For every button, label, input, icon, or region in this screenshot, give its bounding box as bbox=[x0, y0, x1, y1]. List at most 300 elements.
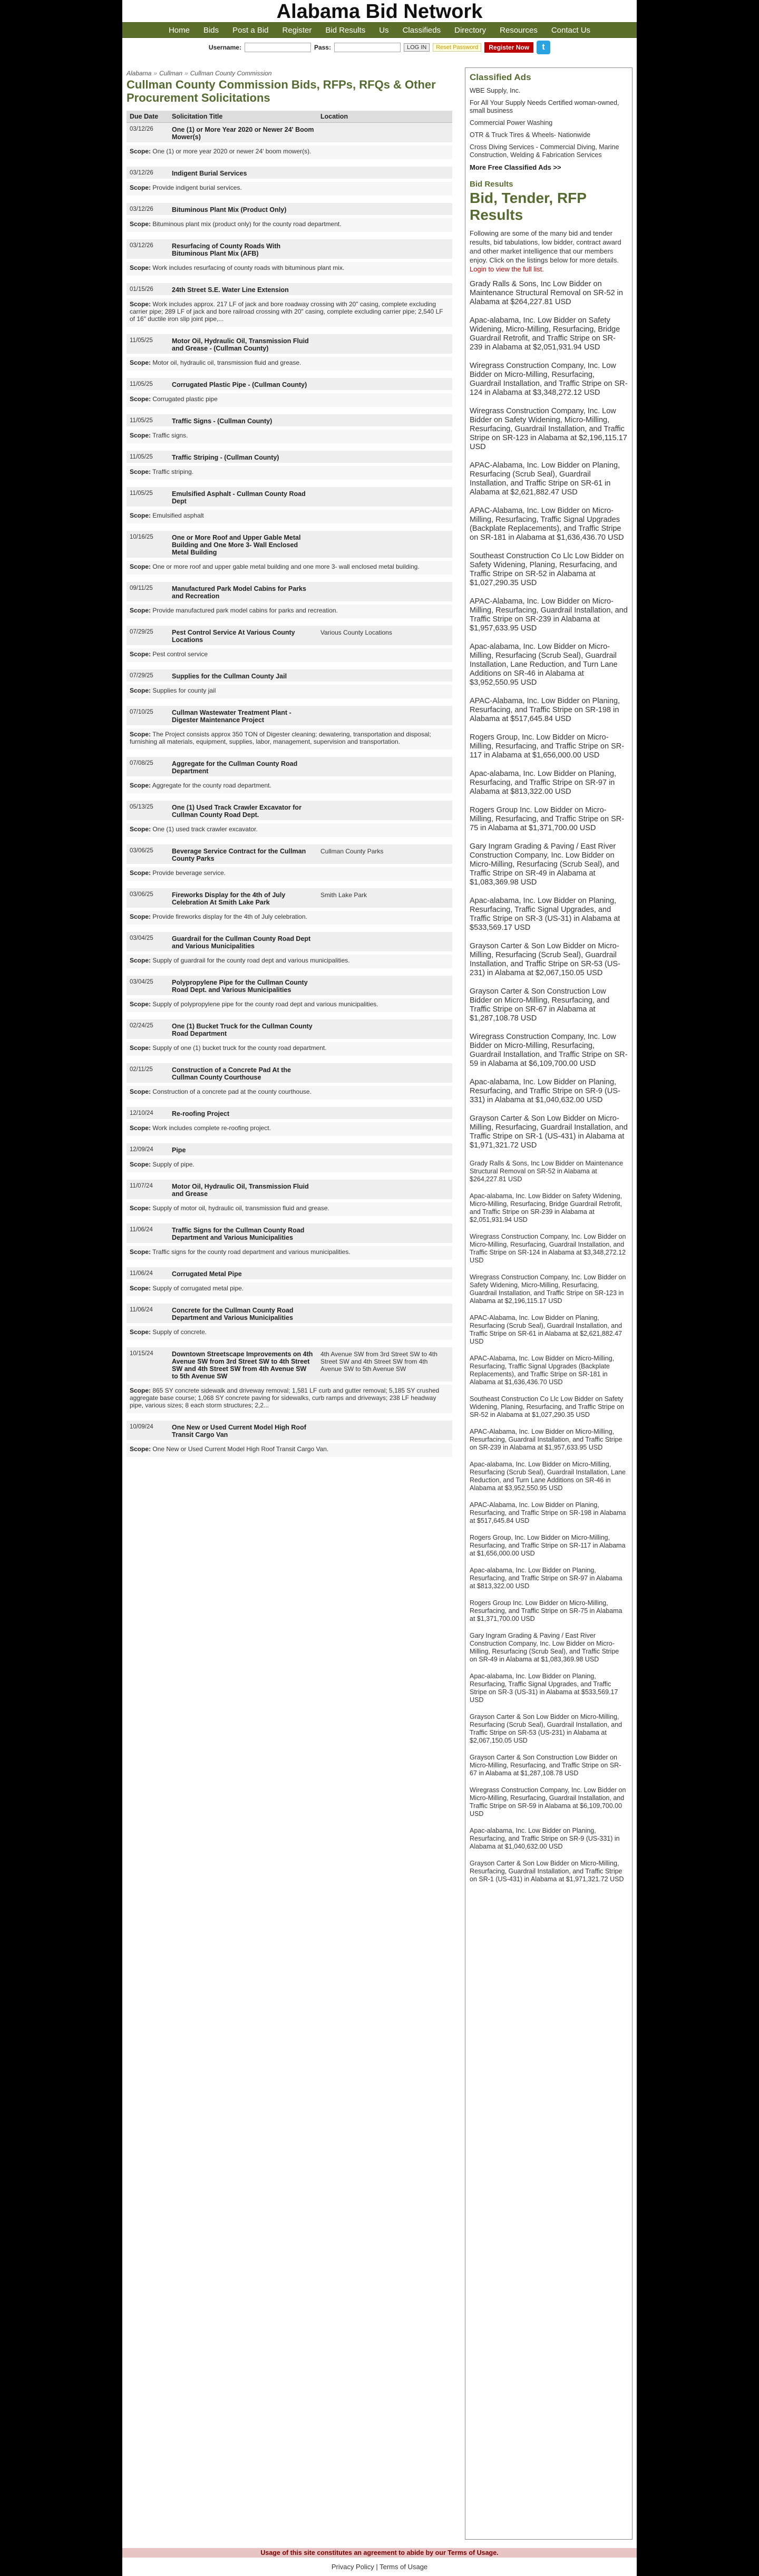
scope-label: Scope: bbox=[130, 1248, 151, 1256]
solicitation-row bbox=[126, 1347, 452, 1383]
scope-text: Supplies for county jail bbox=[152, 687, 216, 694]
bid-result-item[interactable]: Gary Ingram Grading & Paving / East River Construction Company, Inc. Low Bidder on Micro-Milling, Resurfacing (Scrub Seal), and Traffic Stripe on SR-49 in Alabama at $1,083,369.98 USD bbox=[470, 842, 619, 887]
due-date: 05/13/25 bbox=[126, 801, 169, 822]
scope-label: Scope: bbox=[130, 1285, 151, 1292]
bid-result-item[interactable]: Apac-alabama, Inc. Low Bidder on Safety Widening, Micro-Milling, Resurfacing, Bridge Guardrail Retrofit, and Traffic Stripe on SR-239 in Alabama at $2,051,931.94 USD bbox=[470, 1192, 622, 1223]
scope-text: Supply of concrete. bbox=[152, 1328, 207, 1336]
classified-ad[interactable]: For All Your Supply Needs Certified woman-owned, small business bbox=[470, 99, 619, 114]
login-full-list-link[interactable]: Login to view the full list. bbox=[470, 265, 544, 273]
scope-text: Supply of pipe. bbox=[152, 1161, 194, 1168]
due-date: 03/12/26 bbox=[126, 123, 169, 144]
sidebar bbox=[465, 67, 632, 2540]
page bbox=[122, 0, 637, 2576]
solicitation-scope bbox=[126, 727, 452, 750]
due-date: 11/06/24 bbox=[126, 1267, 169, 1281]
solicitation-location bbox=[317, 582, 452, 603]
solicitation-row bbox=[126, 1143, 452, 1157]
solicitation-scope bbox=[126, 1245, 452, 1260]
row-spacer bbox=[126, 1100, 452, 1107]
solicitation-title[interactable]: Manufactured Park Model Cabins for Parks and Recreation bbox=[169, 582, 317, 603]
due-date: 11/05/25 bbox=[126, 334, 169, 355]
row-spacer bbox=[126, 925, 452, 932]
scope-text: Provide indigent burial services. bbox=[152, 184, 242, 191]
row-spacer bbox=[126, 793, 452, 801]
login-button[interactable]: LOG IN bbox=[404, 43, 430, 52]
row-spacer bbox=[126, 1340, 452, 1347]
bid-results-label: Bid Results bbox=[470, 180, 513, 189]
scope-label: Scope: bbox=[130, 650, 151, 658]
due-date: 11/05/25 bbox=[126, 487, 169, 508]
row-spacer bbox=[126, 232, 452, 239]
scope-text: One (1) or more year 2020 or newer 24' boom mower(s). bbox=[152, 148, 312, 155]
nav-link[interactable]: Bids bbox=[203, 25, 219, 35]
bid-result-item[interactable]: Grady Ralls & Sons, Inc Low Bidder on Maintenance Structural Removal on SR-52 in Alabama at $264,227.81 USD bbox=[470, 1160, 624, 1183]
bid-result-item[interactable]: Wiregrass Construction Company, Inc. Low Bidder on Micro-Milling, Resurfacing, Guardrail Installation, and Traffic Stripe on SR-124 in Alabama at $3,348,272.12 USD bbox=[470, 362, 628, 397]
scope-label: Scope: bbox=[130, 264, 151, 271]
breadcrumb-item-commission[interactable]: Cullman County Commission bbox=[190, 70, 272, 77]
due-date: 02/11/25 bbox=[126, 1063, 169, 1084]
solicitation-title[interactable]: One or More Roof and Upper Gable Metal Building and One More 3- Wall Enclosed Metal Building bbox=[169, 531, 317, 559]
solicitation-row bbox=[126, 757, 452, 778]
scope-text: Supply of one (1) bucket truck for the county road department. bbox=[152, 1044, 327, 1052]
nav-link[interactable]: Resources bbox=[500, 25, 538, 35]
solicitation-scope bbox=[126, 866, 452, 881]
due-date: 03/06/25 bbox=[126, 888, 169, 909]
solicitation-scope bbox=[126, 1157, 452, 1172]
solicitation-scope bbox=[126, 508, 452, 523]
nav-link[interactable]: Classifieds bbox=[402, 25, 441, 35]
solicitation-title[interactable]: 24th Street S.E. Water Line Extension bbox=[169, 283, 317, 297]
bid-result-item[interactable]: Wiregrass Construction Company, Inc. Low Bidder on Safety Widening, Micro-Milling, Resurfacing, Guardrail Installation, and Traffic Stripe on SR-123 in Alabama at $2,196,115.17 USD bbox=[470, 407, 627, 451]
solicitation-scope bbox=[126, 909, 452, 925]
solicitation-scope-row bbox=[126, 1121, 452, 1136]
solicitation-row bbox=[126, 451, 452, 464]
solicitation-row bbox=[126, 1019, 452, 1041]
username-label: Username: bbox=[208, 44, 241, 51]
solicitation-scope-row bbox=[126, 1442, 452, 1457]
bid-result-item[interactable]: APAC-Alabama, Inc. Low Bidder on Micro-Milling, Resurfacing, Guardrail Installation, and Traffic Stripe on SR-239 in Alabama at $1,957,633.95 USD bbox=[470, 597, 628, 633]
row-spacer bbox=[126, 1413, 452, 1421]
scope-text: Corrugated plastic pipe bbox=[152, 395, 218, 403]
bid-result-item[interactable]: Grayson Carter & Son Low Bidder on Micro-Milling, Resurfacing, Guardrail Installation, and Traffic Stripe on SR-1 (US-431) in Alabama at $1,971,321.72 USD bbox=[470, 1114, 628, 1150]
breadcrumb-item-cullman[interactable]: Cullman bbox=[159, 70, 183, 77]
nav-link[interactable]: Bid Results bbox=[325, 25, 366, 35]
solicitation-location bbox=[317, 706, 452, 727]
solicitation-row bbox=[126, 1304, 452, 1325]
terms-link-notice[interactable]: Terms of Usage bbox=[447, 2549, 497, 2556]
solicitation-row bbox=[126, 888, 452, 909]
solicitation-row bbox=[126, 582, 452, 603]
solicitation-location bbox=[317, 757, 452, 778]
scope-label: Scope: bbox=[130, 1328, 151, 1336]
scope-text: Traffic signs for the county road department and various municipalities. bbox=[152, 1248, 351, 1256]
solicitation-title[interactable]: Guardrail for the Cullman County Road Dept and Various Municipalities bbox=[169, 932, 317, 953]
col-solicitation-title: Solicitation Title bbox=[169, 111, 317, 123]
main-content bbox=[126, 67, 452, 1464]
solicitation-location bbox=[317, 1019, 452, 1041]
solicitation-location bbox=[317, 487, 452, 508]
bid-result-item[interactable]: APAC-Alabama, Inc. Low Bidder on Planing, Resurfacing (Scrub Seal), Guardrail Installation, and Traffic Stripe on SR-61 in Alabama at $2,621,882.47 USD bbox=[470, 461, 620, 497]
solicitation-title[interactable]: Concrete for the Cullman County Road Department and Various Municipalities bbox=[169, 1304, 317, 1325]
due-date: 11/05/25 bbox=[126, 451, 169, 464]
scope-label: Scope: bbox=[130, 432, 151, 439]
solicitation-title[interactable]: One (1) or More Year 2020 or Newer 24' Boom Mower(s) bbox=[169, 123, 317, 144]
scope-label: Scope: bbox=[130, 1445, 151, 1453]
solicitation-scope bbox=[126, 683, 452, 698]
solicitation-title[interactable]: Polypropylene Pipe for the Cullman County Road Dept. and Various Municipalities bbox=[169, 976, 317, 997]
solicitation-scope bbox=[126, 1383, 452, 1413]
solicitation-scope bbox=[126, 1041, 452, 1056]
solicitation-location bbox=[317, 334, 452, 355]
footer bbox=[122, 2548, 637, 2576]
bid-result-item[interactable]: Wiregrass Construction Company, Inc. Low Bidder on Micro-Milling, Resurfacing, Guardrail Installation, and Traffic Stripe on SR-59 in Alabama at $6,109,700.00 USD bbox=[470, 1786, 626, 1817]
solicitation-location bbox=[317, 1180, 452, 1201]
bid-result-item[interactable]: APAC-Alabama, Inc. Low Bidder on Planing, Resurfacing (Scrub Seal), Guardrail Installation, and Traffic Stripe on SR-61 in Alabama at $2,621,882.47 USD bbox=[470, 1314, 622, 1345]
solicitation-scope-row bbox=[126, 953, 452, 968]
scope-label: Scope: bbox=[130, 395, 151, 403]
solicitation-title[interactable]: One (1) Used Track Crawler Excavator for Cullman County Road Dept. bbox=[169, 801, 317, 822]
solicitation-title[interactable]: Traffic Signs for the Cullman County Road Department and Various Municipalities bbox=[169, 1223, 317, 1245]
reset-password-button[interactable]: Reset Password bbox=[433, 43, 481, 52]
solicitation-title[interactable]: Corrugated Metal Pipe bbox=[169, 1267, 317, 1281]
solicitation-title[interactable]: Aggregate for the Cullman County Road Department bbox=[169, 757, 317, 778]
solicitation-title[interactable]: Indigent Burial Services bbox=[169, 167, 317, 180]
solicitations-table bbox=[126, 111, 452, 1464]
site-banner bbox=[122, 0, 637, 22]
solicitation-scope bbox=[126, 1325, 452, 1340]
scope-text: Pest control service bbox=[152, 650, 208, 658]
solicitation-scope-row bbox=[126, 144, 452, 159]
solicitation-title[interactable]: Pest Control Service At Various County Locations bbox=[169, 626, 317, 647]
scope-label: Scope: bbox=[130, 1161, 151, 1168]
solicitation-scope-row bbox=[126, 1383, 452, 1413]
solicitation-location: Smith Lake Park bbox=[317, 888, 452, 909]
due-date: 10/15/24 bbox=[126, 1347, 169, 1383]
due-date: 11/05/25 bbox=[126, 414, 169, 428]
solicitation-scope-row bbox=[126, 683, 452, 698]
solicitation-row bbox=[126, 706, 452, 727]
scope-text: 865 SY concrete sidewalk and driveway removal; 1,581 LF curb and gutter removal; 5,185 SY crushed aggregate base course; 1,068 SY concrete paving for sidewalks, curb ramps and driveways; 238 LF headway pipe, various sizes; 8 each storm structures; 2,2... bbox=[130, 1387, 440, 1409]
solicitation-row bbox=[126, 334, 452, 355]
due-date: 07/29/25 bbox=[126, 626, 169, 647]
classified-ad[interactable]: WBE Supply, Inc. bbox=[470, 87, 521, 94]
due-date: 11/06/24 bbox=[126, 1223, 169, 1245]
solicitation-row bbox=[126, 1421, 452, 1442]
scope-text: Supply of polypropylene pipe for the county road dept and various municipalities. bbox=[152, 1000, 378, 1008]
solicitation-title[interactable]: Bituminous Plant Mix (Product Only) bbox=[169, 203, 317, 217]
row-spacer bbox=[126, 698, 452, 706]
solicitation-title[interactable]: Motor Oil, Hydraulic Oil, Transmission Fluid and Grease bbox=[169, 1180, 317, 1201]
bid-results-intro: Following are some of the many bid and tender results, bid tabulations, low bidder, contract award and other market intelligence that our members enjoy. Click on the listings below for more details. Login to view the full list. bbox=[470, 229, 621, 273]
scope-text: Provide beverage service. bbox=[152, 869, 226, 877]
bid-result-item[interactable]: Apac-alabama, Inc. Low Bidder on Planing, Resurfacing, and Traffic Stripe on SR-9 (US-331) in Alabama at $1,040,632.00 USD bbox=[470, 1827, 620, 1850]
scope-label: Scope: bbox=[130, 731, 151, 738]
scope-text: Traffic striping. bbox=[152, 468, 194, 475]
scope-label: Scope: bbox=[130, 957, 151, 964]
solicitation-location bbox=[317, 531, 452, 559]
solicitation-scope-row bbox=[126, 428, 452, 443]
bid-result-item[interactable]: Grayson Carter & Son Construction Low Bidder on Micro-Milling, Resurfacing, and Traffic Stripe on SR-67 in Alabama at $1,287,108.78 USD bbox=[470, 1754, 621, 1777]
solicitation-scope-row bbox=[126, 1084, 452, 1100]
solicitation-scope-row bbox=[126, 778, 452, 793]
scope-label: Scope: bbox=[130, 563, 151, 570]
solicitation-row bbox=[126, 239, 452, 260]
nav-link[interactable]: Register bbox=[282, 25, 312, 35]
classified-ad[interactable]: Cross Diving Services - Commercial Diving, Marine Construction, Welding & Fabrication Services bbox=[470, 143, 619, 159]
bid-result-item[interactable]: Southeast Construction Co Llc Low Bidder on Safety Widening, Planing, Resurfacing, and Traffic Stripe on SR-52 in Alabama at $1,027,290.35 USD bbox=[470, 1395, 624, 1418]
solicitation-scope bbox=[126, 180, 452, 196]
due-date: 03/12/26 bbox=[126, 203, 169, 217]
solicitation-location bbox=[317, 1223, 452, 1245]
solicitation-title[interactable]: Beverage Service Contract for the Cullman County Parks bbox=[169, 844, 317, 866]
bid-result-item[interactable]: Apac-alabama, Inc. Low Bidder on Planing, Resurfacing, Traffic Signal Upgrades, and Traffic Stripe on SR-3 (US-31) in Alabama at $533,569.17 USD bbox=[470, 897, 620, 932]
scope-text: Supply of corrugated metal pipe. bbox=[152, 1285, 244, 1292]
nav-link[interactable]: Us bbox=[379, 25, 389, 35]
solicitation-title[interactable]: One (1) Bucket Truck for the Cullman County Road Department bbox=[169, 1019, 317, 1041]
classified-ad[interactable]: Commercial Power Washing bbox=[470, 119, 553, 127]
due-date: 02/24/25 bbox=[126, 1019, 169, 1041]
due-date: 07/29/25 bbox=[126, 669, 169, 683]
row-spacer bbox=[126, 618, 452, 626]
solicitation-scope-row bbox=[126, 1281, 452, 1296]
solicitation-title[interactable]: Construction of a Concrete Pad At the Cullman County Courthouse bbox=[169, 1063, 317, 1084]
main-nav bbox=[122, 22, 637, 38]
due-date: 11/05/25 bbox=[126, 378, 169, 392]
col-due-date: Due Date bbox=[126, 111, 169, 123]
solicitation-location bbox=[317, 1267, 452, 1281]
bid-results-title: Bid, Tender, RFP Results bbox=[470, 190, 587, 223]
bid-result-item[interactable]: Apac-alabama, Inc. Low Bidder on Planing, Resurfacing, and Traffic Stripe on SR-97 in Alabama at $813,322.00 USD bbox=[470, 770, 617, 796]
solicitation-title[interactable]: One New or Used Current Model High Roof Transit Cargo Van bbox=[169, 1421, 317, 1442]
scope-text: Traffic signs. bbox=[152, 432, 188, 439]
solicitation-row bbox=[126, 669, 452, 683]
bid-result-item[interactable]: Apac-alabama, Inc. Low Bidder on Micro-Milling, Resurfacing (Scrub Seal), Guardrail Installation, Lane Reduction, and Turn Lane Additions on SR-46 in Alabama at $3,952,550.95 USD bbox=[470, 1461, 626, 1492]
solicitation-title[interactable]: Corrugated Plastic Pipe - (Cullman County) bbox=[169, 378, 317, 392]
solicitation-title[interactable]: Resurfacing of County Roads With Bituminous Plant Mix (AFB) bbox=[169, 239, 317, 260]
solicitation-title[interactable]: Supplies for the Cullman County Jail bbox=[169, 669, 317, 683]
bid-result-item[interactable]: Apac-alabama, Inc. Low Bidder on Micro-Milling, Resurfacing (Scrub Seal), Guardrail Installation, Lane Reduction, and Turn Lane Additions on SR-46 in Alabama at $3,952,550.95 USD bbox=[470, 643, 618, 687]
solicitation-title[interactable]: Re-roofing Project bbox=[169, 1107, 317, 1121]
scope-text: Work includes resurfacing of county roads with bituminous plant mix. bbox=[152, 264, 345, 271]
bid-result-item[interactable]: Grayson Carter & Son Low Bidder on Micro-Milling, Resurfacing (Scrub Seal), Guardrail Installation, and Traffic Stripe on SR-53 (US-231) in Alabama at $2,067,150.05 USD bbox=[470, 1713, 622, 1744]
due-date: 07/10/25 bbox=[126, 706, 169, 727]
bid-result-item[interactable]: Gary Ingram Grading & Paving / East River Construction Company, Inc. Low Bidder on Micro-Milling, Resurfacing (Scrub Seal), and Traffic Stripe on SR-49 in Alabama at $1,083,369.98 USD bbox=[470, 1632, 619, 1663]
bid-result-item[interactable]: APAC-Alabama, Inc. Low Bidder on Micro-Milling, Resurfacing, Traffic Signal Upgrades (Backplate Replacements), and Traffic Stripe on SR-181 in Alabama at $1,636,436.70 USD bbox=[470, 507, 624, 542]
twitter-icon[interactable]: t bbox=[537, 41, 550, 54]
bid-result-item[interactable]: APAC-Alabama, Inc. Low Bidder on Micro-Milling, Resurfacing, Guardrail Installation, and Traffic Stripe on SR-239 in Alabama at $1,957,633.95 USD bbox=[470, 1428, 622, 1451]
row-spacer bbox=[126, 837, 452, 844]
solicitation-scope-row bbox=[126, 1325, 452, 1340]
solicitation-scope-row bbox=[126, 647, 452, 662]
solicitation-title[interactable]: Traffic Striping - (Cullman County) bbox=[169, 451, 317, 464]
bid-result-item[interactable]: Grayson Carter & Son Low Bidder on Micro-Milling, Resurfacing, Guardrail Installation, and Traffic Stripe on SR-1 (US-431) in Alabama at $1,971,321.72 USD bbox=[470, 1860, 624, 1883]
solicitation-scope bbox=[126, 1281, 452, 1296]
solicitation-scope bbox=[126, 559, 452, 575]
bid-result-item[interactable]: Grayson Carter & Son Low Bidder on Micro-Milling, Resurfacing (Scrub Seal), Guardrail Installation, and Traffic Stripe on SR-53 (US-231) in Alabama at $2,067,150.05 USD bbox=[470, 942, 620, 977]
scope-label: Scope: bbox=[130, 1088, 151, 1095]
due-date: 12/09/24 bbox=[126, 1143, 169, 1157]
solicitation-scope bbox=[126, 1442, 452, 1457]
classified-ads-title[interactable]: Classified Ads bbox=[470, 72, 531, 82]
solicitation-scope-row bbox=[126, 909, 452, 925]
solicitation-scope bbox=[126, 217, 452, 232]
register-now-button[interactable]: Register Now bbox=[484, 42, 533, 53]
bid-result-item[interactable]: APAC-Alabama, Inc. Low Bidder on Micro-Milling, Resurfacing, Traffic Signal Upgrades (Backplate Replacements), and Traffic Stripe on SR-181 in Alabama at $1,636,436.70 USD bbox=[470, 1355, 615, 1386]
username-input[interactable] bbox=[245, 43, 311, 52]
solicitation-scope-row bbox=[126, 997, 452, 1012]
solicitation-location bbox=[317, 123, 452, 144]
more-classified-ads-link[interactable]: More Free Classified Ads >> bbox=[470, 163, 561, 171]
solicitation-scope-row bbox=[126, 559, 452, 575]
classified-ads-list bbox=[470, 87, 628, 159]
solicitation-scope-row bbox=[126, 1157, 452, 1172]
solicitation-title[interactable]: Motor Oil, Hydraulic Oil, Transmission Fluid and Grease - (Cullman County) bbox=[169, 334, 317, 355]
bid-result-item[interactable]: Apac-alabama, Inc. Low Bidder on Safety Widening, Micro-Milling, Resurfacing, Bridge Guardrail Retrofit, and Traffic Stripe on SR-239 in Alabama at $2,051,931.94 USD bbox=[470, 316, 620, 352]
terms-of-usage-link[interactable]: Terms of Usage bbox=[380, 2563, 428, 2571]
solicitation-row bbox=[126, 1223, 452, 1245]
solicitation-row bbox=[126, 378, 452, 392]
solicitation-title[interactable]: Fireworks Display for the 4th of July Celebration At Smith Lake Park bbox=[169, 888, 317, 909]
solicitation-row bbox=[126, 123, 452, 144]
nav-link[interactable]: Post a Bid bbox=[232, 25, 269, 35]
solicitation-location bbox=[317, 283, 452, 297]
privacy-policy-link[interactable]: Privacy Policy bbox=[331, 2563, 374, 2571]
scope-text: Motor oil, hydraulic oil, transmission fluid and grease. bbox=[152, 359, 301, 366]
bid-result-item[interactable]: Apac-alabama, Inc. Low Bidder on Planing, Resurfacing, and Traffic Stripe on SR-97 in Alabama at $813,322.00 USD bbox=[470, 1567, 622, 1590]
scope-text: Provide fireworks display for the 4th of July celebration. bbox=[152, 913, 307, 920]
scope-text: Supply of motor oil, hydraulic oil, transmission fluid and grease. bbox=[152, 1204, 329, 1212]
solicitation-scope bbox=[126, 464, 452, 480]
solicitation-scope-row bbox=[126, 1041, 452, 1056]
bid-result-item[interactable]: Wiregrass Construction Company, Inc. Low Bidder on Micro-Milling, Resurfacing, Guardrail Installation, and Traffic Stripe on SR-124 in Alabama at $3,348,272.12 USD bbox=[470, 1233, 626, 1264]
breadcrumb-item-alabama[interactable]: Alabama bbox=[126, 70, 152, 77]
row-spacer bbox=[126, 159, 452, 167]
due-date: 10/16/25 bbox=[126, 531, 169, 559]
row-spacer bbox=[126, 1136, 452, 1143]
bid-result-item[interactable]: Grayson Carter & Son Construction Low Bidder on Micro-Milling, Resurfacing, and Traffic Stripe on SR-67 in Alabama at $1,287,108.78 USD bbox=[470, 987, 610, 1023]
bid-result-item[interactable]: Southeast Construction Co Llc Low Bidder on Safety Widening, Planing, Resurfacing, and Traffic Stripe on SR-52 in Alabama at $1,027,290.35 USD bbox=[470, 552, 624, 587]
solicitation-title[interactable]: Cullman Wastewater Treatment Plant - Digester Maintenance Project bbox=[169, 706, 317, 727]
solicitation-scope bbox=[126, 355, 452, 371]
due-date: 12/10/24 bbox=[126, 1107, 169, 1121]
bid-result-item[interactable]: Rogers Group, Inc. Low Bidder on Micro-Milling, Resurfacing, and Traffic Stripe on SR-117 in Alabama at $1,656,000.00 USD bbox=[470, 1534, 626, 1557]
solicitation-scope-row bbox=[126, 392, 452, 407]
solicitation-row bbox=[126, 844, 452, 866]
solicitation-scope bbox=[126, 144, 452, 159]
due-date: 03/04/25 bbox=[126, 932, 169, 953]
solicitation-scope bbox=[126, 997, 452, 1012]
solicitation-row bbox=[126, 487, 452, 508]
solicitation-row bbox=[126, 283, 452, 297]
login-bar bbox=[122, 38, 637, 57]
scope-label: Scope: bbox=[130, 1387, 151, 1394]
scope-label: Scope: bbox=[130, 1204, 151, 1212]
solicitation-row bbox=[126, 1063, 452, 1084]
solicitation-scope-row bbox=[126, 260, 452, 276]
nav-link[interactable]: Contact Us bbox=[551, 25, 591, 35]
bid-result-item[interactable]: Wiregrass Construction Company, Inc. Low Bidder on Safety Widening, Micro-Milling, Resurfacing, Guardrail Installation, and Traffic Stripe on SR-123 in Alabama at $2,196,115.17 USD bbox=[470, 1274, 626, 1305]
bid-result-item[interactable]: Wiregrass Construction Company, Inc. Low Bidder on Micro-Milling, Resurfacing, Guardrail Installation, and Traffic Stripe on SR-59 in Alabama at $6,109,700.00 USD bbox=[470, 1033, 628, 1068]
solicitation-location bbox=[317, 378, 452, 392]
scope-text: Work includes complete re-roofing project. bbox=[152, 1124, 271, 1132]
scope-label: Scope: bbox=[130, 148, 151, 155]
site-title[interactable]: Alabama Bid Network bbox=[276, 1, 483, 23]
bid-result-item[interactable]: Apac-alabama, Inc. Low Bidder on Planing, Resurfacing, Traffic Signal Upgrades, and Traffic Stripe on SR-3 (US-31) in Alabama at $533,569.17 USD bbox=[470, 1673, 618, 1704]
solicitation-scope bbox=[126, 822, 452, 837]
solicitation-row bbox=[126, 167, 452, 180]
nav-link[interactable]: Home bbox=[168, 25, 190, 35]
scope-text: Supply of guardrail for the county road dept and various municipalities. bbox=[152, 957, 350, 964]
solicitation-location bbox=[317, 1143, 452, 1157]
breadcrumb: Alabama » Cullman » Cullman County Commission bbox=[126, 70, 272, 77]
scope-label: Scope: bbox=[130, 512, 151, 519]
solicitation-title[interactable]: Downtown Streetscape Improvements on 4th Avenue SW from 3rd Street SW to 4th Street SW and 4th Street SW from 4th Avenue SW to 5th Avenue SW bbox=[169, 1347, 317, 1383]
row-spacer bbox=[126, 327, 452, 334]
solicitation-location bbox=[317, 239, 452, 260]
solicitation-scope-row bbox=[126, 1245, 452, 1260]
bid-result-item[interactable]: Rogers Group Inc. Low Bidder on Micro-Milling, Resurfacing, and Traffic Stripe on SR-75 in Alabama at $1,371,700.00 USD bbox=[470, 1599, 622, 1622]
bid-result-item[interactable]: Rogers Group Inc. Low Bidder on Micro-Milling, Resurfacing, and Traffic Stripe on SR-75 in Alabama at $1,371,700.00 USD bbox=[470, 806, 625, 832]
solicitation-row bbox=[126, 932, 452, 953]
solicitation-scope bbox=[126, 603, 452, 618]
solicitation-scope-row bbox=[126, 464, 452, 480]
scope-text: Construction of a concrete pad at the county courthouse. bbox=[152, 1088, 312, 1095]
scope-label: Scope: bbox=[130, 1000, 151, 1008]
scope-label: Scope: bbox=[130, 607, 151, 614]
scope-label: Scope: bbox=[130, 1124, 151, 1132]
password-input[interactable] bbox=[334, 43, 401, 52]
solicitation-location bbox=[317, 167, 452, 180]
bid-result-item[interactable]: APAC-Alabama, Inc. Low Bidder on Planing, Resurfacing, and Traffic Stripe on SR-198 in Alabama at $517,645.84 USD bbox=[470, 697, 620, 723]
bid-result-item[interactable]: Apac-alabama, Inc. Low Bidder on Planing, Resurfacing, and Traffic Stripe on SR-9 (US-331) in Alabama at $1,040,632.00 USD bbox=[470, 1078, 620, 1104]
row-spacer bbox=[126, 523, 452, 531]
solicitation-title[interactable]: Traffic Signs - (Cullman County) bbox=[169, 414, 317, 428]
solicitation-row bbox=[126, 531, 452, 559]
solicitation-title[interactable]: Emulsified Asphalt - Cullman County Road Dept bbox=[169, 487, 317, 508]
solicitation-scope-row bbox=[126, 603, 452, 618]
solicitation-scope-row bbox=[126, 822, 452, 837]
row-spacer bbox=[126, 276, 452, 283]
bid-result-item[interactable]: APAC-Alabama, Inc. Low Bidder on Planing, Resurfacing, and Traffic Stripe on SR-198 in Alabama at $517,645.84 USD bbox=[470, 1501, 626, 1524]
solicitation-location bbox=[317, 1063, 452, 1084]
scope-label: Scope: bbox=[130, 825, 151, 833]
scope-text: Aggregate for the county road department. bbox=[152, 782, 271, 789]
bid-result-item[interactable]: Rogers Group, Inc. Low Bidder on Micro-Milling, Resurfacing, and Traffic Stripe on SR-117 in Alabama at $1,656,000.00 USD bbox=[470, 733, 625, 760]
solicitation-scope bbox=[126, 778, 452, 793]
solicitation-location bbox=[317, 1421, 452, 1442]
bid-result-item[interactable]: Grady Ralls & Sons, Inc Low Bidder on Maintenance Structural Removal on SR-52 in Alabama at $264,227.81 USD bbox=[470, 280, 623, 306]
solicitation-scope bbox=[126, 428, 452, 443]
classified-ad[interactable]: OTR & Truck Tires & Wheels- Nationwide bbox=[470, 131, 591, 139]
scope-label: Scope: bbox=[130, 869, 151, 877]
solicitation-location bbox=[317, 976, 452, 997]
solicitation-location bbox=[317, 801, 452, 822]
solicitation-title[interactable]: Pipe bbox=[169, 1143, 317, 1157]
row-spacer bbox=[126, 1056, 452, 1063]
scope-text: Bituminous plant mix (product only) for the county road department. bbox=[152, 220, 342, 228]
solicitation-scope bbox=[126, 260, 452, 276]
solicitation-scope-row bbox=[126, 1201, 452, 1216]
nav-link[interactable]: Directory bbox=[454, 25, 486, 35]
due-date: 03/06/25 bbox=[126, 844, 169, 866]
due-date: 03/12/26 bbox=[126, 167, 169, 180]
row-spacer bbox=[126, 480, 452, 487]
scope-text: One New or Used Current Model High Roof Transit Cargo Van. bbox=[152, 1445, 329, 1453]
due-date: 07/08/25 bbox=[126, 757, 169, 778]
col-location: Location bbox=[317, 111, 452, 123]
row-spacer bbox=[126, 575, 452, 582]
footer-links: Privacy Policy | Terms of Usage bbox=[331, 2563, 428, 2571]
